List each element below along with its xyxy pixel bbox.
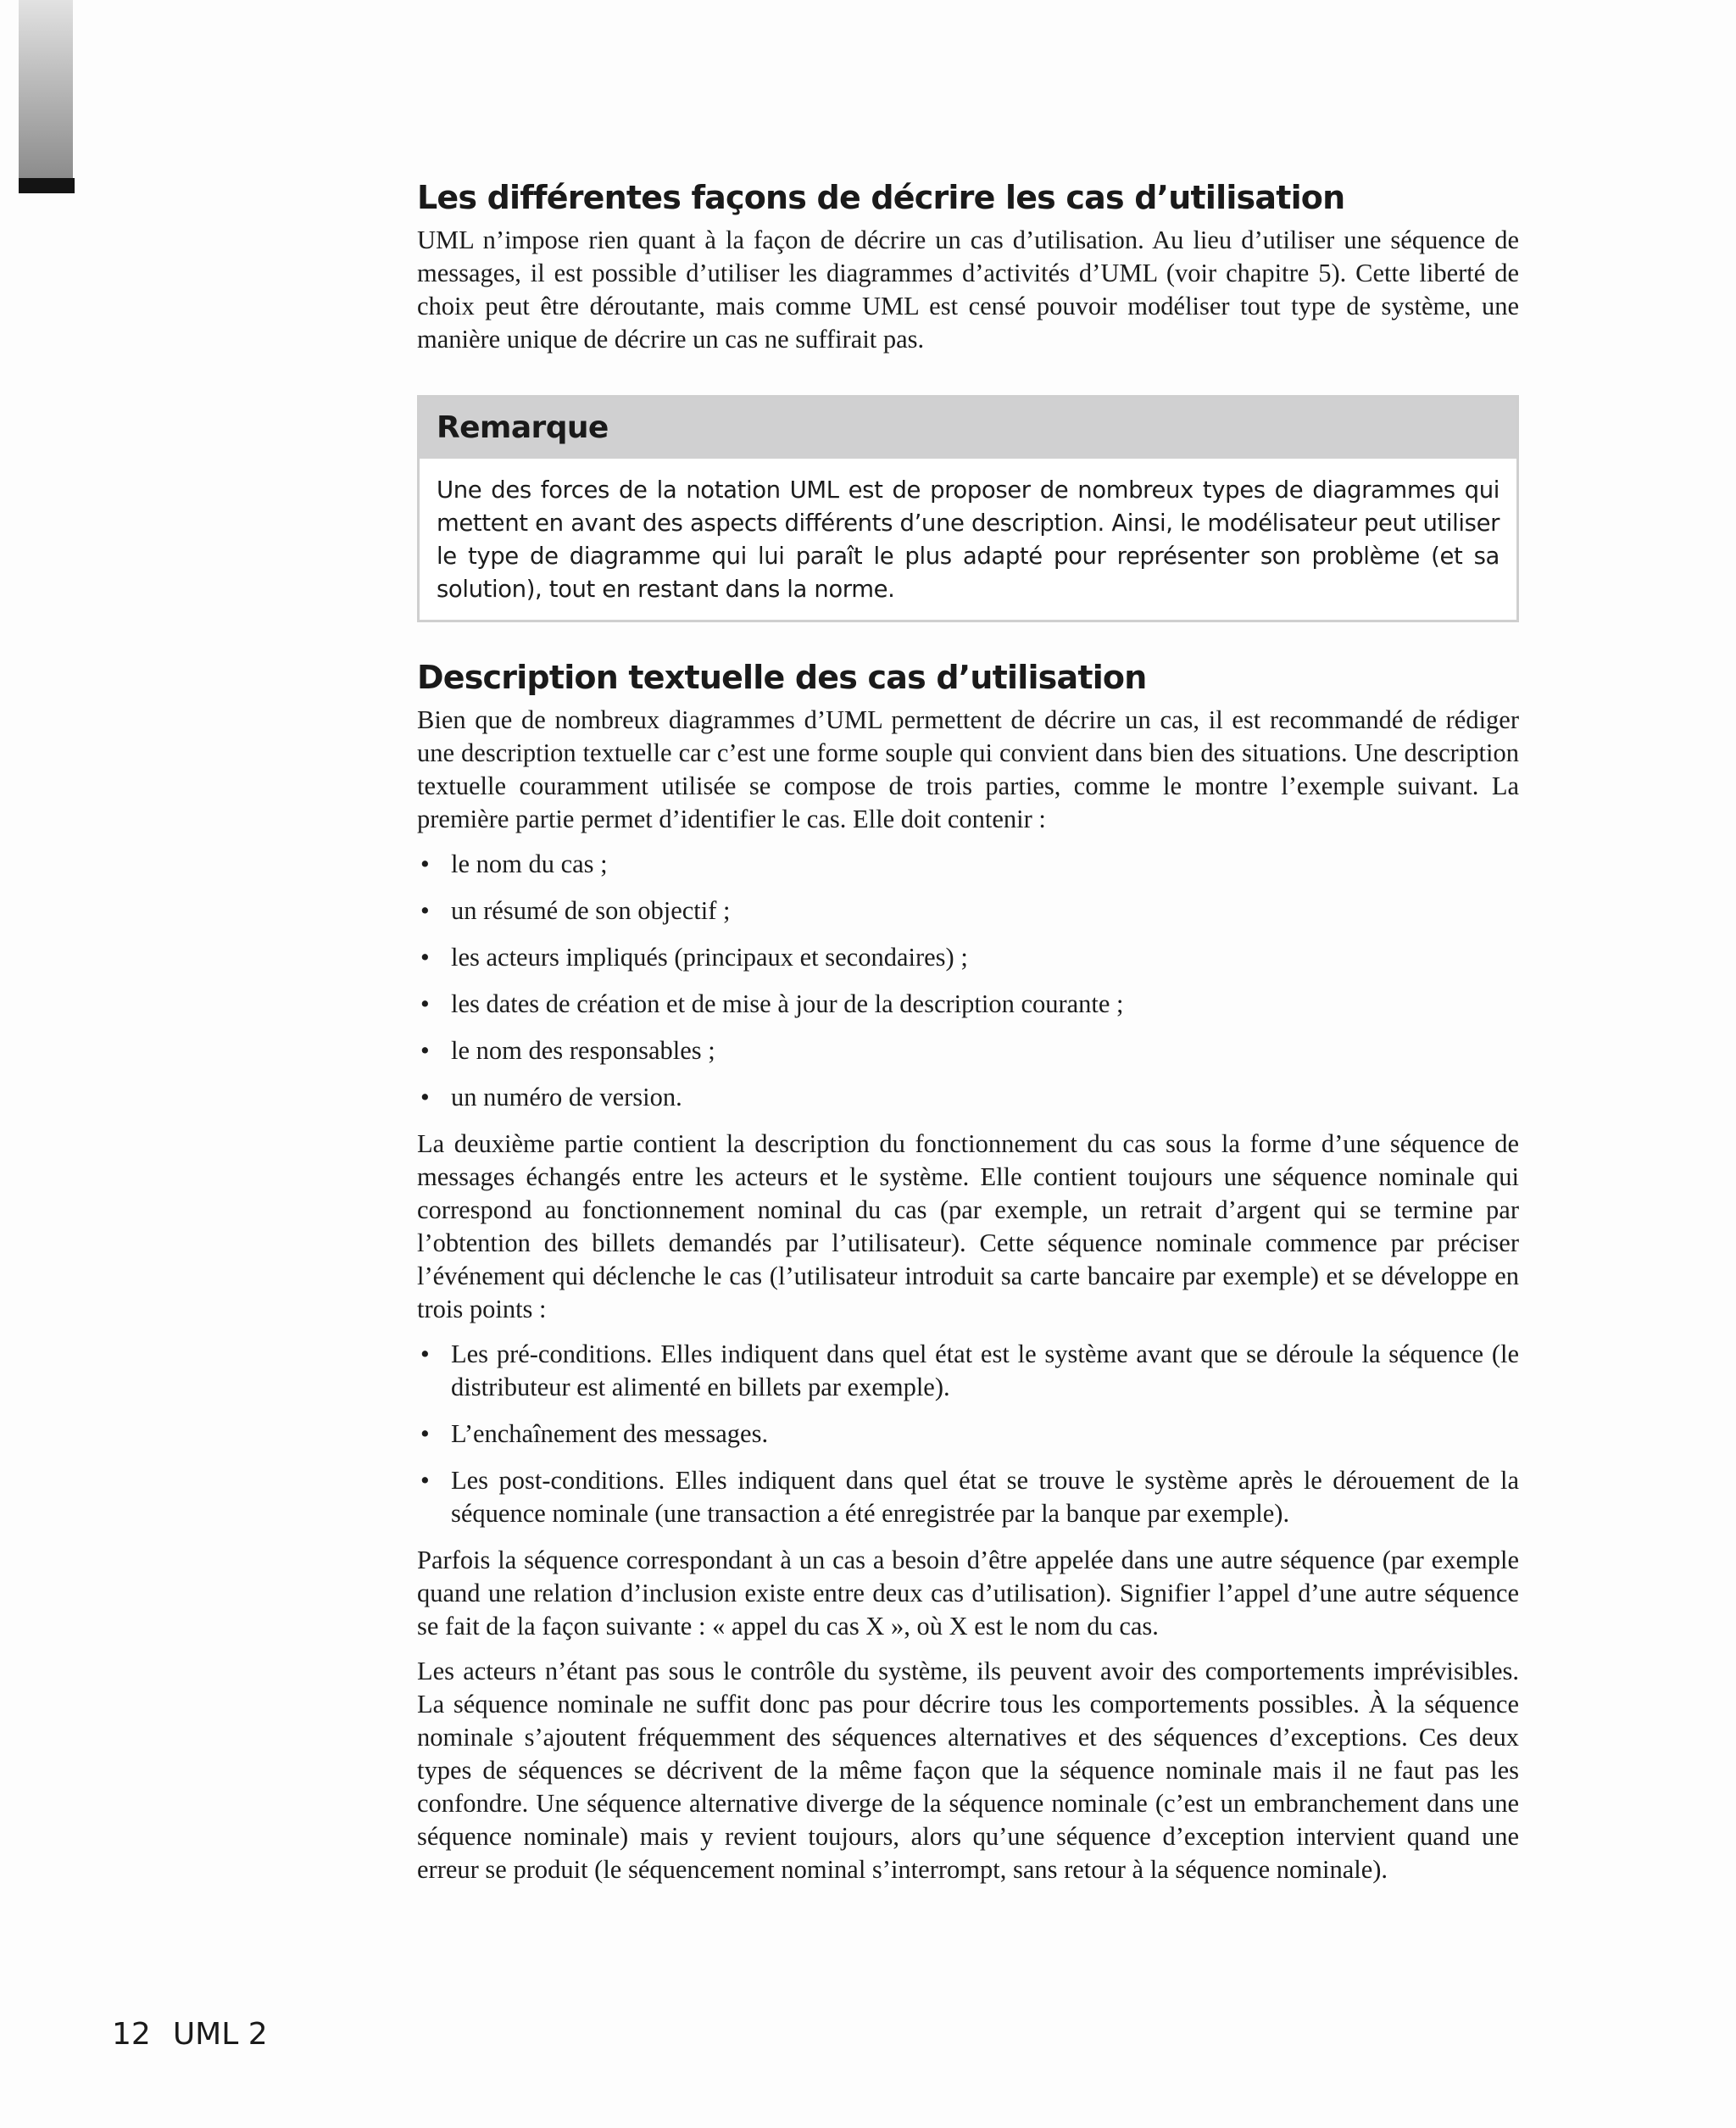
page-number: 12	[112, 2017, 151, 2052]
chapter-tab-bar	[19, 178, 75, 193]
list-item: • Les post-conditions. Elles indiquent dans quel état se trouve le système après le dérouement de la séquence nominale (une transaction a été enregistrée par la banque par exemple).	[417, 1464, 1519, 1530]
paragraph-textual-intro: Bien que de nombreux diagrammes d’UML permettent de décrire un cas, il est recommandé de rédiger une description textuelle car c’est une forme souple qui convient dans bien des situations. Une description textuelle couramment utilisée se compose de trois parties, comme le montre l’exemple suivant. La première partie permet d’identifier le cas. Elle doit contenir :	[417, 705, 1519, 833]
list-item: • les acteurs impliqués (principaux et secondaires) ;	[417, 941, 1519, 974]
list-item: • L’enchaînement des messages.	[417, 1418, 1519, 1451]
page-footer	[112, 2014, 268, 2055]
list-item: • le nom des responsables ;	[417, 1034, 1519, 1067]
note-body: Une des forces de la notation UML est de proposer de nombreux types de diagrammes qui mettent en avant des aspects différents d’une description. Ainsi, le modélisateur peut utiliser le type de diagramme qui lui paraît le plus adapté pour représenter son problème (et sa solution), tout en restant dans la norme.	[437, 476, 1500, 603]
chapter-tab-marker	[19, 0, 73, 178]
book-title: UML 2	[172, 2017, 268, 2052]
section-heading-description-methods: Les différentes façons de décrire les cas d’utilisation	[417, 179, 1345, 216]
note-title: Remarque	[420, 398, 1516, 459]
list-item: • le nom du cas ;	[417, 848, 1519, 881]
sequence-points-list	[417, 1338, 1519, 1530]
list-item: • un résumé de son objectif ;	[417, 894, 1519, 928]
paragraph-second-part: La deuxième partie contient la description du fonctionnement du cas sous la forme d’une séquence de messages échangés entre les acteurs et le système. Elle contient toujours une séquence nominale qui correspond au fonctionnement nominal du cas (par exemple, un retrait d’argent qui se termine par l’obtention des billets demandés par l’utilisateur). Cette séquence nominale commence par préciser l’événement qui déclenche le cas (l’utilisateur introduit sa carte bancaire par exemple) et se développe en trois points :	[417, 1129, 1519, 1323]
section-heading-textual-description: Description textuelle des cas d’utilisation	[417, 659, 1147, 696]
note-box	[417, 395, 1519, 622]
paragraph-actors: Les acteurs n’étant pas sous le contrôle du système, ils peuvent avoir des comportements imprévisibles. La séquence nominale ne suffit donc pas pour décrire tous les comportements possibles. À la séquence nominale s’ajoutent fréquemment des séquences alternatives et des séquences d’exceptions. Ces deux types de séquences se décrivent de la même façon que la séquence nominale mais il ne faut pas les confondre. Une séquence alternative diverge de la séquence nominale (c’est un embranchement dans une séquence nominale) mais y revient toujours, alors qu’une séquence d’exception intervient quand une erreur se produit (le séquencement nominal s’interrompt, sans retour à la séquence nominale).	[417, 1657, 1519, 1884]
paragraph-description-methods: UML n’impose rien quant à la façon de décrire un cas d’utilisation. Au lieu d’utiliser une séquence de messages, il est possible d’utiliser les diagrammes d’activités d’UML (voir chapitre 5). Cette liberté de choix peut être déroutante, mais comme UML est censé pouvoir modéliser tout type de système, une manière unique de décrire un cas ne suffirait pas.	[417, 226, 1519, 354]
identification-list	[417, 848, 1519, 1114]
paragraph-sequence-call: Parfois la séquence correspondant à un cas a besoin d’être appelée dans une autre séquence (par exemple quand une relation d’inclusion existe entre deux cas d’utilisation). Signifier l’appel d’une autre séquence se fait de la façon suivante : « appel du cas X », où X est le nom du cas.	[417, 1546, 1519, 1641]
list-item: • les dates de création et de mise à jour de la description courante ;	[417, 988, 1519, 1021]
list-item: • Les pré-conditions. Elles indiquent dans quel état est le système avant que se déroule la séquence (le distributeur est alimenté en billets par exemple).	[417, 1338, 1519, 1404]
list-item: • un numéro de version.	[417, 1081, 1519, 1114]
page-content	[417, 176, 1519, 1898]
